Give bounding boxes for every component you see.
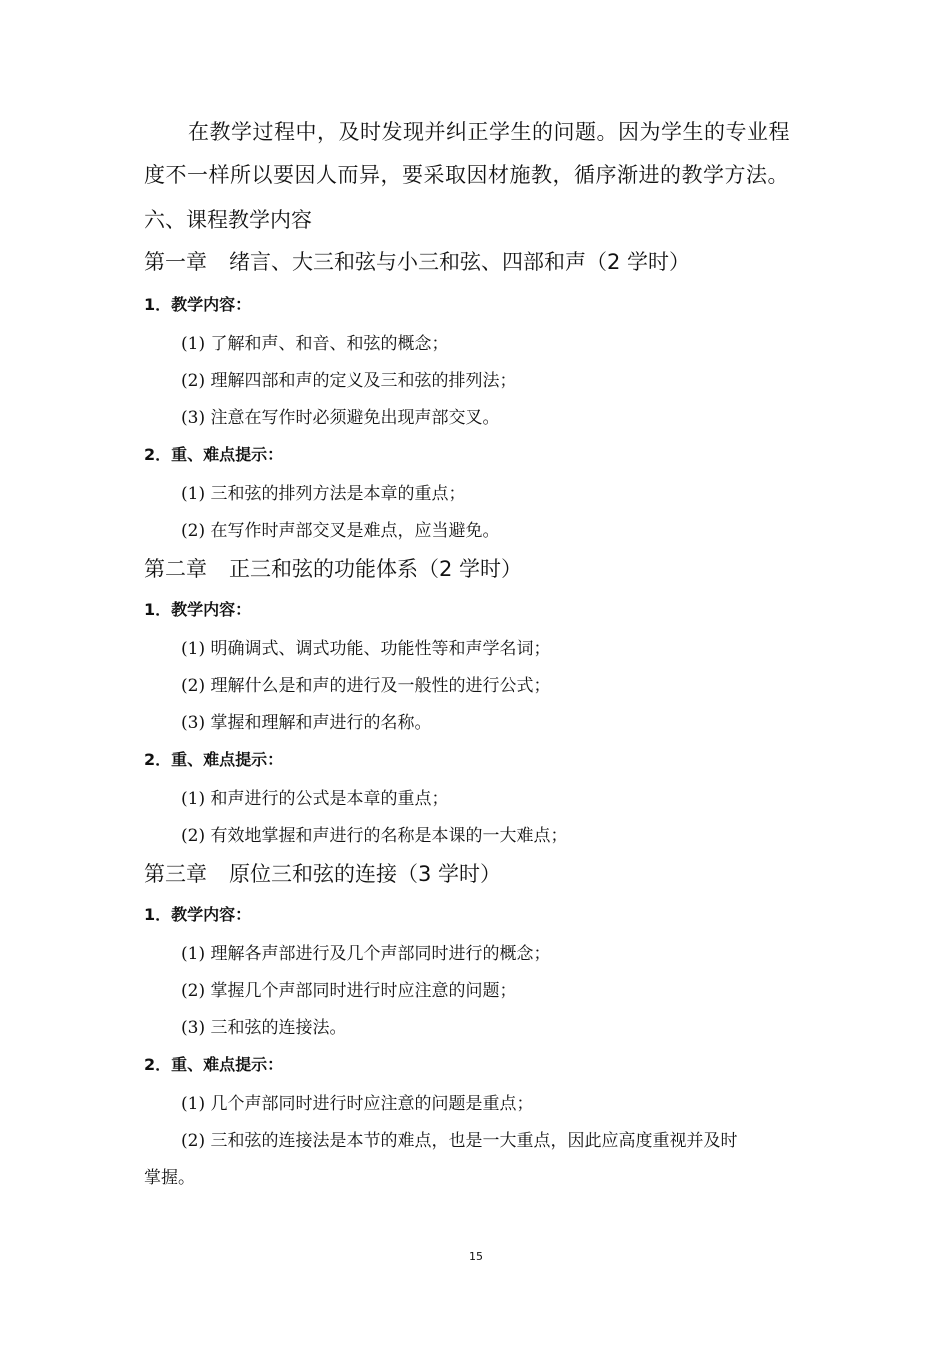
chapter-3-key-item-2-continuation: 掌握。 bbox=[144, 1168, 195, 1188]
chapter-1-number: 第一章 bbox=[144, 250, 207, 274]
chapter-3-content-item-2: (2) 掌握几个声部同时进行时应注意的问题； bbox=[181, 981, 517, 1001]
intro-line-1: 在教学过程中，及时发现并纠正学生的问题。因为学生的专业程 bbox=[188, 120, 790, 144]
chapter-3-key-item-2: (2) 三和弦的连接法是本节的难点，也是一大重点，因此应高度重视并及时 bbox=[181, 1131, 738, 1151]
chapter-2-content-item-3: (3) 掌握和理解和声进行的名称。 bbox=[181, 713, 432, 733]
chapter-1-name: 绪言、大三和弦与小三和弦、四部和声（2 学时） bbox=[229, 250, 691, 274]
chapter-2-content-item-2: (2) 理解什么是和声的进行及一般性的进行公式； bbox=[181, 676, 551, 696]
chapter-1-content-item-1: (1) 了解和声、和音、和弦的概念； bbox=[181, 334, 449, 354]
chapter-1-key-item-1: (1) 三和弦的排列方法是本章的重点； bbox=[181, 484, 466, 504]
page-number: 15 bbox=[469, 1250, 483, 1263]
chapter-1-content-item-2: (2) 理解四部和声的定义及三和弦的排列法； bbox=[181, 371, 517, 391]
chapter-2-content-label: 1．教学内容： bbox=[144, 600, 252, 619]
chapter-3-title bbox=[144, 858, 501, 888]
chapter-1-key-item-2: (2) 在写作时声部交叉是难点，应当避免。 bbox=[181, 521, 500, 541]
chapter-2-key-item-1: (1) 和声进行的公式是本章的重点； bbox=[181, 789, 449, 809]
chapter-3-name: 原位三和弦的连接（3 学时） bbox=[229, 862, 502, 886]
chapter-2-number: 第二章 bbox=[144, 557, 207, 581]
chapter-2-key-item-2: (2) 有效地掌握和声进行的名称是本课的一大难点； bbox=[181, 826, 568, 846]
chapter-1-content-label: 1．教学内容： bbox=[144, 295, 252, 314]
chapter-3-content-item-3: (3) 三和弦的连接法。 bbox=[181, 1018, 347, 1038]
chapter-3-content-item-1: (1) 理解各声部进行及几个声部同时进行的概念； bbox=[181, 944, 551, 964]
chapter-2-name: 正三和弦的功能体系（2 学时） bbox=[229, 557, 523, 581]
intro-line-2: 度不一样所以要因人而异，要采取因材施教，循序渐进的教学方法。 bbox=[144, 163, 789, 187]
chapter-3-content-label: 1．教学内容： bbox=[144, 905, 252, 924]
chapter-3-number: 第三章 bbox=[144, 862, 207, 886]
chapter-3-key-label: 2．重、难点提示： bbox=[144, 1055, 284, 1074]
chapter-2-title bbox=[144, 553, 522, 583]
chapter-1-content-item-3: (3) 注意在写作时必须避免出现声部交叉。 bbox=[181, 408, 500, 428]
chapter-2-key-label: 2．重、难点提示： bbox=[144, 750, 284, 769]
chapter-3-key-item-1: (1) 几个声部同时进行时应注意的问题是重点； bbox=[181, 1094, 534, 1114]
chapter-1-key-label: 2．重、难点提示： bbox=[144, 445, 284, 464]
chapter-2-content-item-1: (1) 明确调式、调式功能、功能性等和声学名词； bbox=[181, 639, 551, 659]
section-title: 六、课程教学内容 bbox=[144, 208, 312, 232]
chapter-1-title bbox=[144, 246, 690, 276]
